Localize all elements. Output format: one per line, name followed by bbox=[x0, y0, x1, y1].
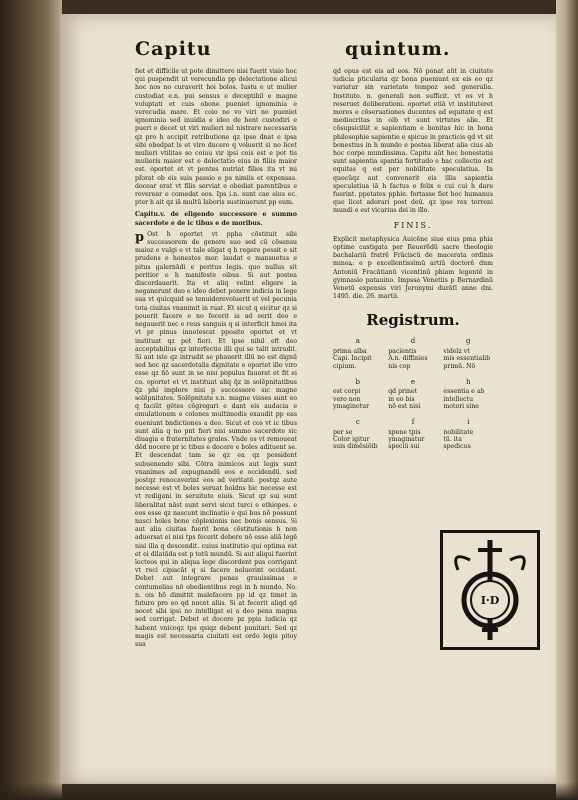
register-entry: pacientis bbox=[388, 347, 417, 355]
colophon: Explicit metaphysica Auicēne siue eius pma phia optime castigata per Reuerēdū sacre theologie bachalariū fratrē Frāciscū de macerata ordinis minoꝝ: e p excellentissimū artiū doctorē dnm Antoniū Fracātianū vicentinū phiam legentē in gymnasio patauino. Impssa Venetiis p Bernardinū Venetū expensis viri Jeronymi durātī anno dni. 1495. die. 26. martii. bbox=[333, 235, 493, 301]
register-letter: a bbox=[355, 337, 360, 346]
register-entry: qd prinet bbox=[388, 388, 418, 396]
register-entry: nobilitate bbox=[443, 428, 474, 436]
register-letter: b bbox=[355, 377, 361, 386]
register-group bbox=[388, 418, 438, 450]
register-entry: vero non bbox=[333, 395, 361, 403]
register-entry: spedicus bbox=[443, 443, 471, 451]
register-letter: c bbox=[355, 418, 360, 427]
register-title: Registrum. bbox=[366, 311, 460, 330]
register-entry: speciū sui bbox=[388, 443, 420, 451]
register-group bbox=[443, 418, 493, 450]
register-entry: videlz vt bbox=[443, 347, 470, 355]
register-letter: d bbox=[410, 337, 416, 346]
right-text-column bbox=[333, 68, 493, 459]
left-opening-paragraph: fiet et difficile ut pote dimittere nisi fuerit visio hoc qui puspendit ut verecundia pp delectatione alicui hoc nos no curaverit hoi bolos. Iustu e ut mulier custodiat e.n. pui sensus e deceptibil e magne voluptati et cuis obone pueniet ignominia e verecudia mare. Et coio ne vo viri no pueniet ignominia sed inuidia e ideo de bent custodiri e pueri e decet ut viri mulieri ml nistrare necessaria qz pro h accipit retributione qz ipse dnat e ipsa sibi obedpat ls et viro ducere q voluerit si no licet mulieri vtilitas so coiuu vir ipsi cois est e pot tis mulieris maior est e delectatio eius in filiis maior est. oportet et vt pentes nutriat filios ita vt mi pforat ob eis suis passio e ps nimiis et expensas. docear erat vt filis serviat e obediat parentibus e reverear e comedat eos. Ips i.n. sunt cae eius ec. pter h ait qz iā multū laboris sustinuerunt pp eum. bbox=[135, 68, 297, 207]
register-entry: ymaginetur bbox=[333, 402, 370, 410]
register-entry: nis cop bbox=[388, 362, 411, 370]
register-row-1 bbox=[333, 337, 493, 369]
register-entry: est corpi bbox=[333, 388, 361, 396]
register-group bbox=[443, 337, 493, 369]
printer-device-initials: I·D bbox=[480, 594, 500, 607]
register-entry: primū. Nō bbox=[443, 362, 476, 370]
register-entry: cipium. bbox=[333, 362, 357, 370]
register-entry: suis dimēsiōib bbox=[333, 443, 378, 451]
register-letter: f bbox=[411, 418, 415, 427]
register-row-2 bbox=[333, 378, 493, 410]
printer-device-cross-orb-icon bbox=[440, 530, 540, 650]
register-letter: e bbox=[410, 377, 416, 386]
register-group bbox=[388, 378, 438, 410]
register-entry: mis essentialib bbox=[443, 355, 491, 363]
right-opening-paragraph: qd opus est eis ad eos. Nō ponat aūt in ciuitate iudicia pticularia qz bona pueniunt ex eis eo qz variatur sin varietate tempoz sed generalia. Instituto. n. generali non sufficit. vt os vt h reseruet deliberationi. oportet etiā vt instituteret mores e cōseruationes ducentes ad equitate q est mediocritas in oib vt sunt virtutes alie. Et cōsupsiciliit e sapientiam e bonitas hic in bona philosophie sapientie e spicue in practicis qd vt sit bonestius in h mundo e postea liberat alia cius ab hoc corpe mundissima. Capitu aūt hec bonestatis sunt sapientia spantia fortitudo e hac collectio est equitas q est per nobilitate speculatiua. In quocūqz aut convenerit eis illis sapientia speculatiua iā h factus e felix e cui cui h dare fuerint. ppetates pphie. fortasse fiet hoc humanus que licet adorari post deū. qz ipse rex terreni mundi e est vicarius dei in illo. bbox=[333, 68, 493, 215]
register-entry: Color igitur bbox=[333, 435, 370, 443]
printer-device-mark bbox=[440, 530, 540, 650]
bottom-shadow bbox=[0, 782, 578, 800]
register-entry: tū. ita bbox=[443, 435, 462, 443]
register-letter: g bbox=[465, 337, 471, 346]
register-group bbox=[388, 337, 438, 369]
finis-mark: FINIS. bbox=[393, 220, 433, 230]
register-entry: A.n. diffinies bbox=[388, 355, 428, 363]
register-entry: intellectu bbox=[443, 395, 474, 403]
register-entry: ymaginatur bbox=[388, 435, 425, 443]
register-letter: h bbox=[465, 377, 471, 386]
register-entry: per se bbox=[333, 428, 353, 436]
register-group bbox=[333, 337, 383, 369]
register-entry: xpone tpis bbox=[388, 428, 421, 436]
register-group bbox=[333, 418, 383, 450]
register-letter: i bbox=[467, 418, 470, 427]
register-entry: essentia e ab bbox=[443, 388, 485, 396]
running-head-left: Capitu bbox=[135, 38, 212, 60]
register-entry: nō est nisi bbox=[388, 402, 421, 410]
register-entry: in eo bis bbox=[388, 395, 415, 403]
register-entry: Capi. Incipit bbox=[333, 355, 372, 363]
register-group bbox=[333, 378, 383, 410]
register-row-3 bbox=[333, 418, 493, 450]
chapter-body bbox=[135, 231, 297, 649]
register-entry: motori sine bbox=[443, 402, 479, 410]
register-entry: prima alba bbox=[333, 347, 367, 355]
chapter-body-text: Ost h oportet vt ppha cōstituit sibi successorem de genere suo sed cū cōsensu maioz e vulgi e vt tale eligat q h regere possit e sit prudens e honestos mor. laudat e mansuetus e pitus galernādi e peritus legis. quo nullus sit peritior e h manifeste oibus. Si aut postea discordauerit. Ita vt aliq velint eligere ia neganerunt deo e ideo debet ponere indicia in lege sua vt quicquid se tenuiderevoluerit et vel pecunia tota ciuitas vnanimit in ruat. Et sicut q eicitur qz si pouerit facere e no fecerit ia ad eerit deo e negauerit nec e reus sanguis q si interficit hmoi ita vt pr pinus innotescat pposito oportet et vt instituat qz pot fieri. Et ipse nihil eft deo acceptabilius qz interfectio illi qui se talit intrudit. Si aut iste qz intrudit se phauerit illū no est dignū sed hoc qz sacerdotalis dignitate e oportet illo viro esse qz ñō sunt in se nisi populus fauorat et fit ei co. oportet et vt instituat aliq q̄z in solēpnitatibus q̄z phi implere nisi p successore sic magne solēpnitates. Solēpnitate s.n. magne visses sunt eo q faciūt gētes cōgregari e dant eis audacia e emulationem e colones multimodis exaudit pp eas eueniunt bndictiones a deo. Sicut et cos vt ic tibus sunt alia q no pnt fieri nisi summo sacerdote sic diuagia e fraternitates grales. Vnde os vt remoueat dēd nocere pr ic tibus e docere e boles adituent se. Et descendat tam se qz ea qz possident subuenendo sibi. Cōtra inimicos aut legis sunt vnanimes ad expugnandū eos e occidendū. sed postqz renocaverint eos ad veritatē. postqz aute necesse est vt boles seruat holdns hic necesse est vt redigani in seruitute eiuis. Sicut qz sui sunt liberalitat nāst sunt servi sicut turci e ethiopes. e eos esse qz nascunt inclinatio e qui bus nō possunt nasci holes bone cōplexionis nec bonis sensus. Si aut alia ciuitas fuerit bona cōstitutionis h non aduersat ei nisi tps fecerit debere nō esse aliā legē nisi illa q descendit. cuius institutio qui optima est et ei dilatāda est p totū mundū. Si aut aliqui fuerint lecteos qui in aliqua lege discordent pus corrigant vt reci cipiscāt q si facere noluerint occidant. Debet aut integrare penas grauissimas e contumelias nō obedientibus regi in h mundo. No. n. ois hō dimittit malefacere pp id qz timet in futuro pro eo qd nocet aliis. Si at fecerit aliqd qd nocet sibi ipsi no intelligat ei a deo pena magna sed corrigat. Debet et docere pz ppia iudicia qz habent vnicoqz tps qsiqz debent punitari. Sed qz magis est necessaria ciuitati est ordo legis pitoy sua bbox=[135, 230, 297, 649]
chapter-initial-letter: p bbox=[135, 229, 145, 245]
chapter-heading: Capitu.v. de eligendo successore e summo sacerdote e de ic tibus e de moribus. bbox=[135, 211, 297, 227]
left-text-column bbox=[135, 68, 297, 652]
running-head-right: quintum. bbox=[345, 38, 451, 60]
register-group bbox=[443, 378, 493, 410]
